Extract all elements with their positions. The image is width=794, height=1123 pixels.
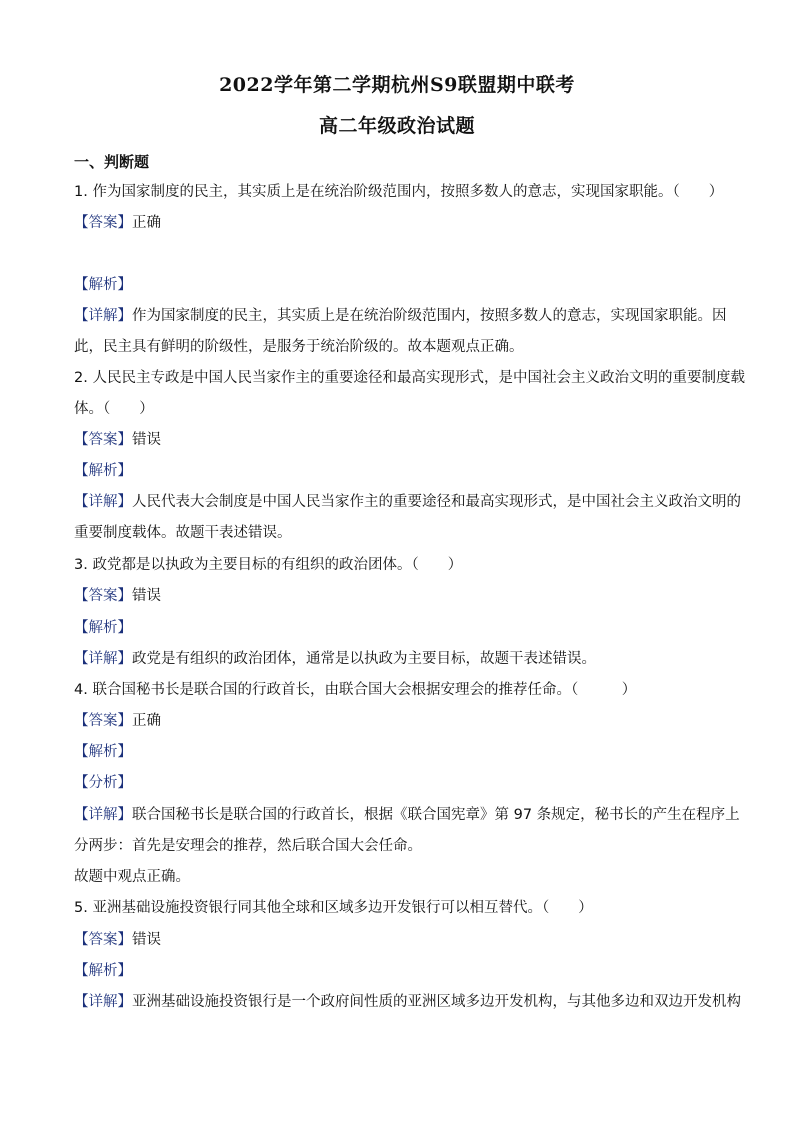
- detail-label: 【详解】: [74, 651, 132, 667]
- detail-text: 政党是有组织的政治团体，通常是以执政为主要目标，故题干表述错误。: [132, 651, 596, 667]
- analysis-label: 【解析】: [74, 277, 132, 293]
- question-1-answer: [74, 213, 724, 233]
- question-5-stem: 5. 亚洲基础设施投资银行同其他全球和区域多边开发银行可以相互替代。（ ）: [74, 900, 593, 916]
- question-2-analysis: [74, 461, 724, 481]
- question-2-stem: 2. 人民民主专政是中国人民当家作主的重要途径和最高实现形式，是中国社会主义政治文明的重要制度载: [74, 370, 745, 386]
- detail-text: 作为国家制度的民主，其实质上是在统治阶级范围内，按照多数人的意志，实现国家职能。因: [132, 308, 727, 324]
- question-4-detail-line: 故题中观点正确。: [74, 869, 190, 885]
- analysis-label: 【解析】: [74, 744, 132, 760]
- answer-label: 【答案】: [74, 432, 132, 448]
- question-5-analysis: [74, 961, 724, 981]
- question-2-detail-line: [74, 492, 741, 512]
- detail-label: 【详解】: [74, 807, 132, 823]
- answer-value: 错误: [132, 432, 161, 448]
- section-heading: 一、判断题: [74, 153, 150, 171]
- answer-value: 正确: [132, 713, 161, 729]
- question-2-answer: [74, 430, 724, 450]
- analysis-label: 【解析】: [74, 963, 132, 979]
- question-1-analysis: [74, 275, 724, 295]
- question-3-answer: [74, 586, 724, 606]
- analysis-label: 【解析】: [74, 620, 132, 636]
- answer-value: 正确: [132, 215, 161, 231]
- answer-label: 【答案】: [74, 215, 132, 231]
- document-subtitle: 高二年级政治试题: [318, 115, 475, 137]
- question-4-detail-line: 分两步：首先是安理会的推荐，然后联合国大会任命。: [74, 838, 422, 854]
- question-4-detail-line: [74, 805, 740, 825]
- question-4-answer: [74, 711, 724, 731]
- detail-label: 【详解】: [74, 494, 132, 510]
- detail-label: 【详解】: [74, 994, 132, 1010]
- answer-label: 【答案】: [74, 713, 132, 729]
- question-3-analysis: [74, 618, 724, 638]
- question-1-detail-line: [74, 306, 727, 326]
- detail-label: 【详解】: [74, 308, 132, 324]
- question-1-detail-line: 此，民主具有鲜明的阶级性，是服务于统治阶级的。故本题观点正确。: [74, 339, 524, 355]
- answer-value: 错误: [132, 588, 161, 604]
- answer-label: 【答案】: [74, 588, 132, 604]
- answer-label: 【答案】: [74, 932, 132, 948]
- question-1-stem: 1. 作为国家制度的民主，其实质上是在统治阶级范围内，按照多数人的意志，实现国家职能。（ ）: [74, 184, 724, 200]
- question-4-fenxi: [74, 773, 724, 793]
- question-4-stem: 4. 联合国秘书长是联合国的行政首长，由联合国大会根据安理会的推荐任命。（ ）: [74, 682, 637, 698]
- detail-text: 亚洲基础设施投资银行是一个政府间性质的亚洲区域多边开发机构，与其他多边和双边开发机构: [132, 994, 741, 1010]
- detail-text: 人民代表大会制度是中国人民当家作主的重要途径和最高实现形式，是中国社会主义政治文明的: [132, 494, 741, 510]
- analysis-label: 【解析】: [74, 463, 132, 479]
- question-5-detail-line: [74, 992, 741, 1012]
- question-5-answer: [74, 930, 724, 950]
- fenxi-label: 【分析】: [74, 775, 132, 791]
- document-title: 2022学年第二学期杭州S9联盟期中联考: [219, 74, 575, 96]
- question-2-stem: 体。（ ）: [74, 401, 154, 417]
- question-3-stem: 3. 政党都是以执政为主要目标的有组织的政治团体。（ ）: [74, 557, 463, 573]
- question-2-detail-line: 重要制度载体。故题干表述错误。: [74, 525, 292, 541]
- answer-value: 错误: [132, 932, 161, 948]
- question-4-analysis: [74, 742, 724, 762]
- question-3-detail-line: [74, 649, 724, 669]
- detail-text: 联合国秘书长是联合国的行政首长，根据《联合国宪章》第 97 条规定，秘书长的产生在程序上: [132, 807, 740, 823]
